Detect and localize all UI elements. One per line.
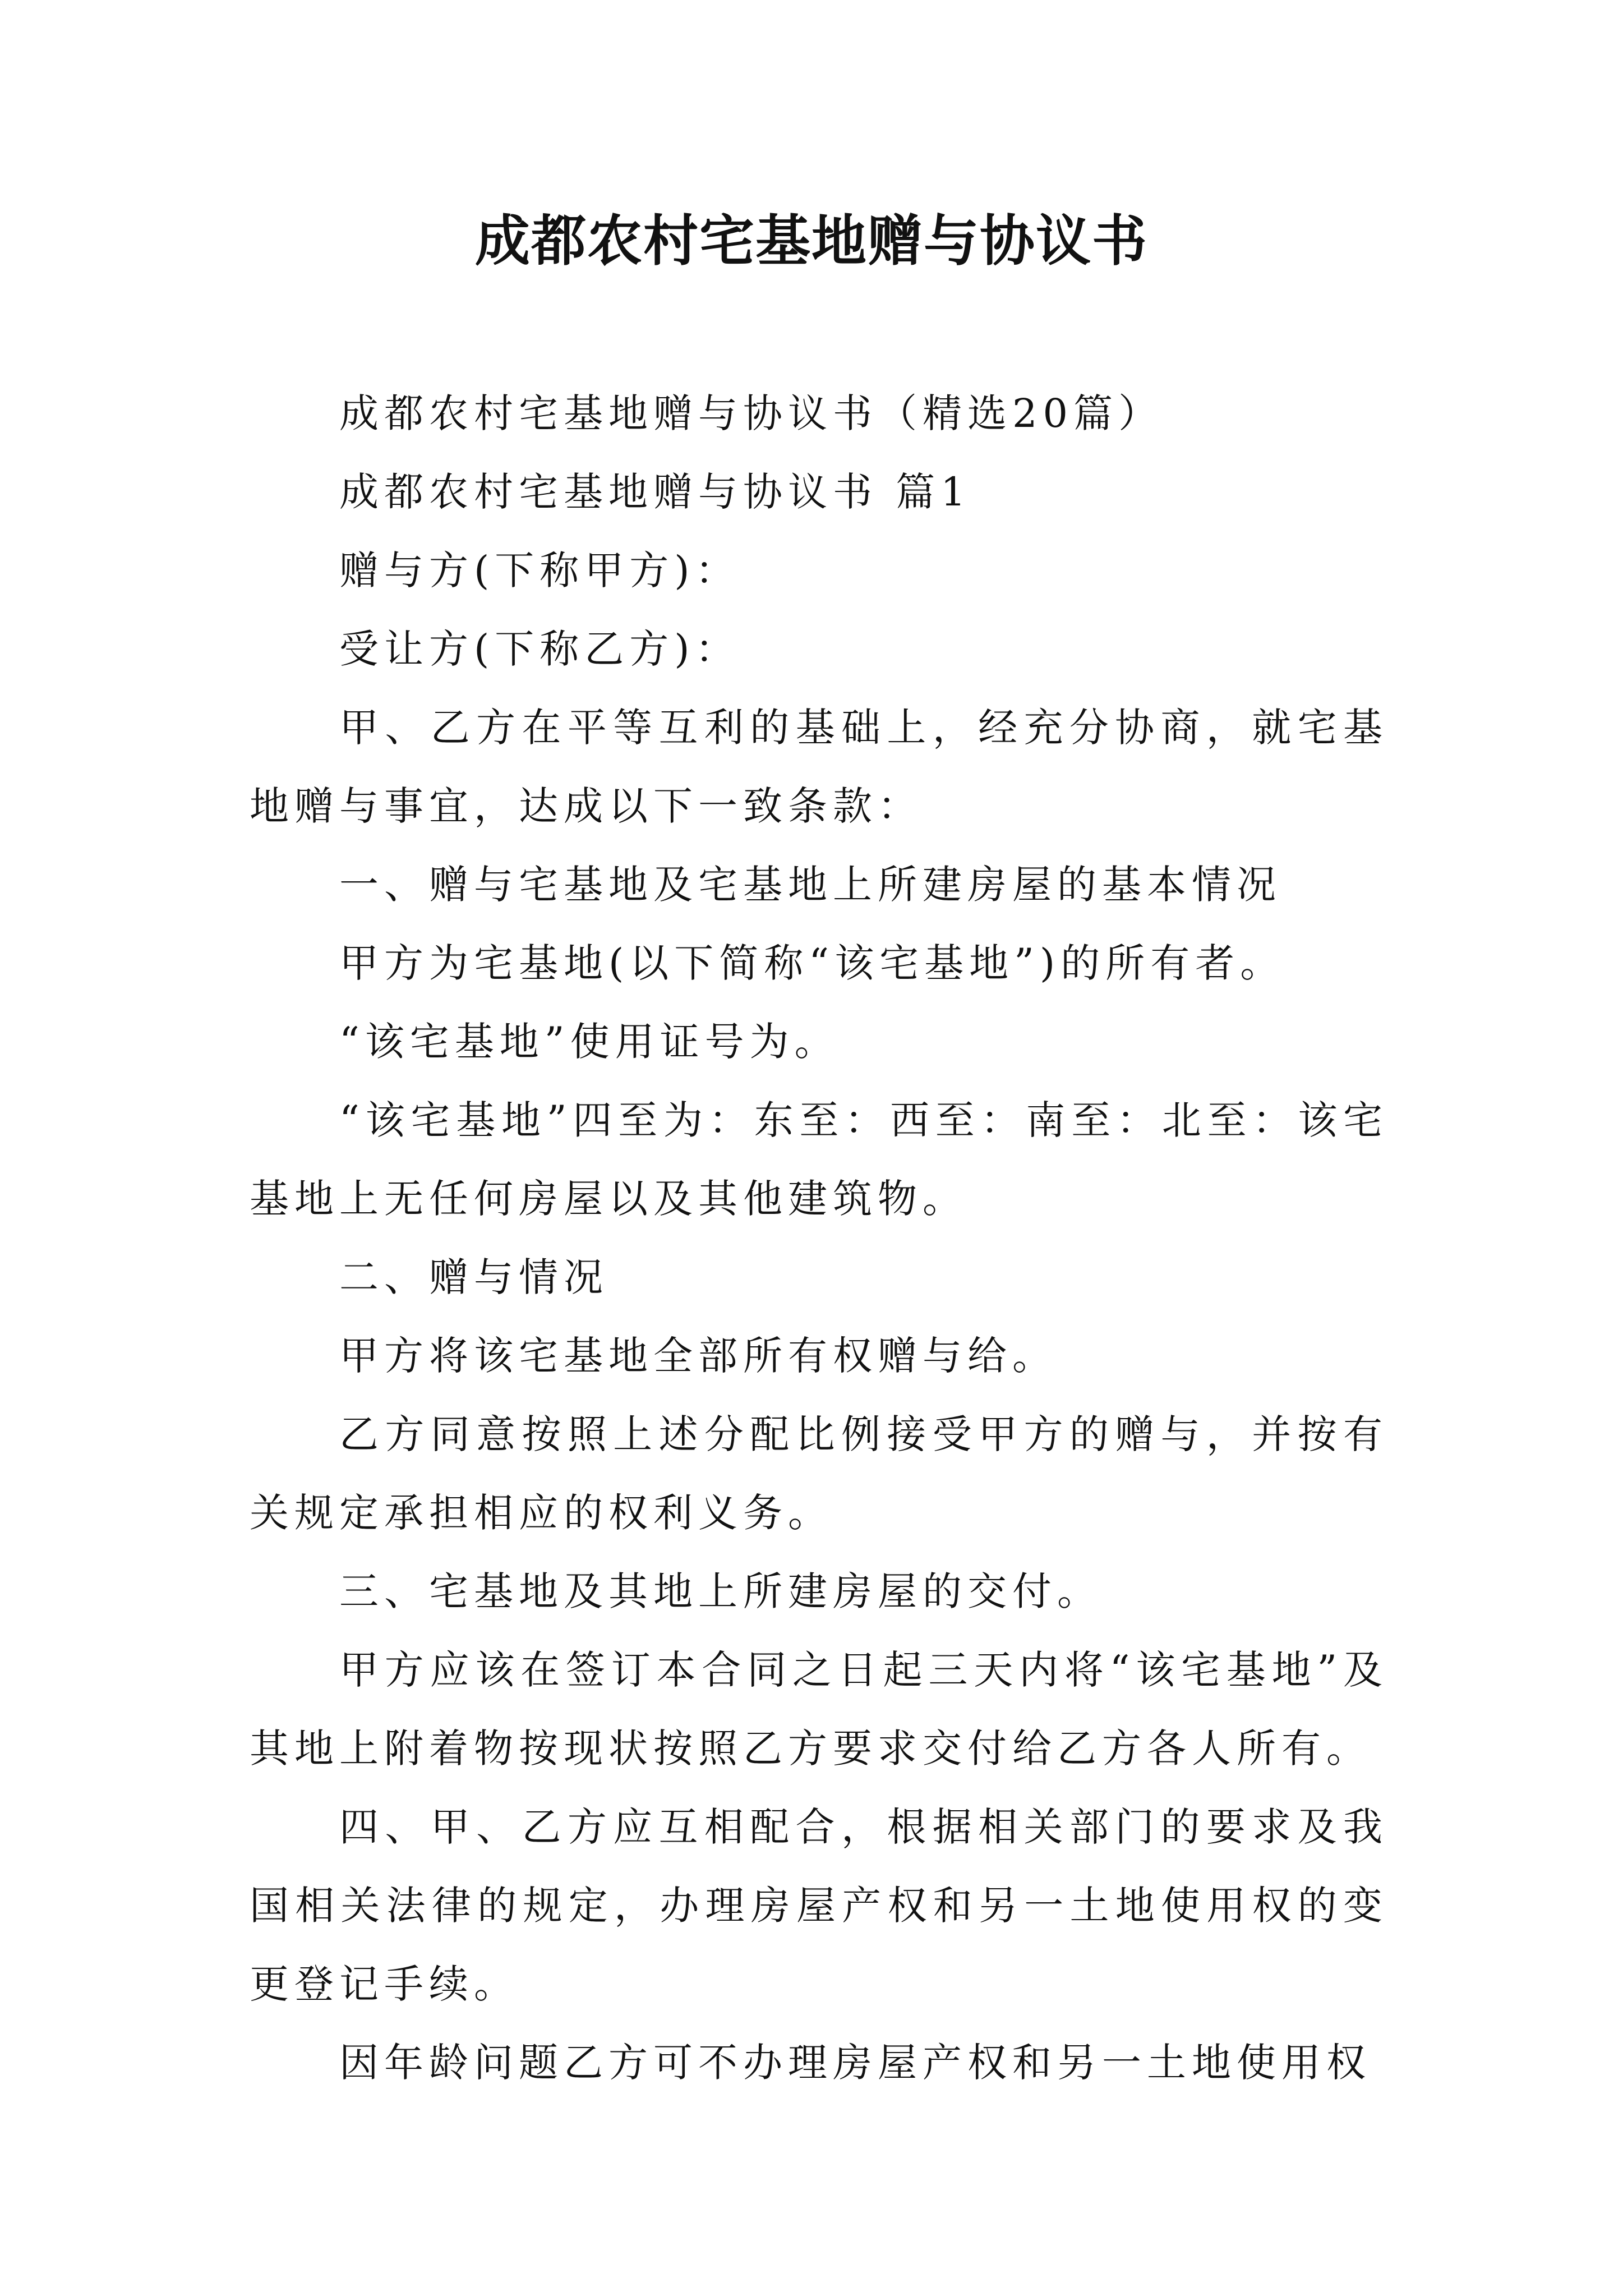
paragraph-age-exception: 因年龄问题乙方可不办理房屋产权和另一土地使用权 — [339, 2040, 1371, 2086]
paragraph-clause-1-boundaries: “该宅基地”四至为：东至：西至：南至：北至：该宅基地上无任何房屋以及其他建筑物。 — [250, 1097, 1388, 1222]
paragraph-clause-2-acceptance: 乙方同意按照上述分配比例接受甲方的赠与，并按有关规定承担相应的权利义务。 — [250, 1411, 1388, 1536]
paragraph-clause-4: 四、甲、乙方应互相配合，根据相关部门的要求及我国相关法律的规定，办理房屋产权和另一土地使用权的变更登记手续。 — [250, 1804, 1388, 2007]
paragraph-clause-1-heading: 一、赠与宅基地及宅基地上所建房屋的基本情况 — [339, 862, 1281, 908]
paragraph-collection-heading: 成都农村宅基地赠与协议书（精选20篇） — [339, 390, 1164, 436]
paragraph-clause-3-heading: 三、宅基地及其地上所建房屋的交付。 — [339, 1568, 1102, 1614]
paragraph-clause-2-heading: 二、赠与情况 — [339, 1254, 608, 1300]
document-body — [250, 374, 1388, 2102]
paragraph-clause-1-certificate: “该宅基地”使用证号为。 — [339, 1019, 840, 1065]
paragraph-clause-1-owner: 甲方为宅基地(以下简称“该宅基地”)的所有者。 — [339, 940, 1285, 986]
document-title: 成都农村宅基地赠与协议书 — [474, 209, 1148, 273]
paragraph-section-heading: 成都农村宅基地赠与协议书 篇1 — [339, 469, 971, 515]
paragraph-clause-3-delivery: 甲方应该在签订本合同之日起三天内将“该宅基地”及其地上附着物按现状按照乙方要求交付给乙方各人所有。 — [250, 1647, 1388, 1772]
paragraph-recipient: 受让方(下称乙方)： — [339, 626, 740, 672]
paragraph-donor: 赠与方(下称甲方)： — [339, 547, 740, 593]
paragraph-preamble: 甲、乙方在平等互利的基础上，经充分协商，就宅基地赠与事宜，达成以下一致条款： — [250, 705, 1388, 829]
paragraph-clause-2-gift: 甲方将该宅基地全部所有权赠与给。 — [339, 1333, 1057, 1379]
